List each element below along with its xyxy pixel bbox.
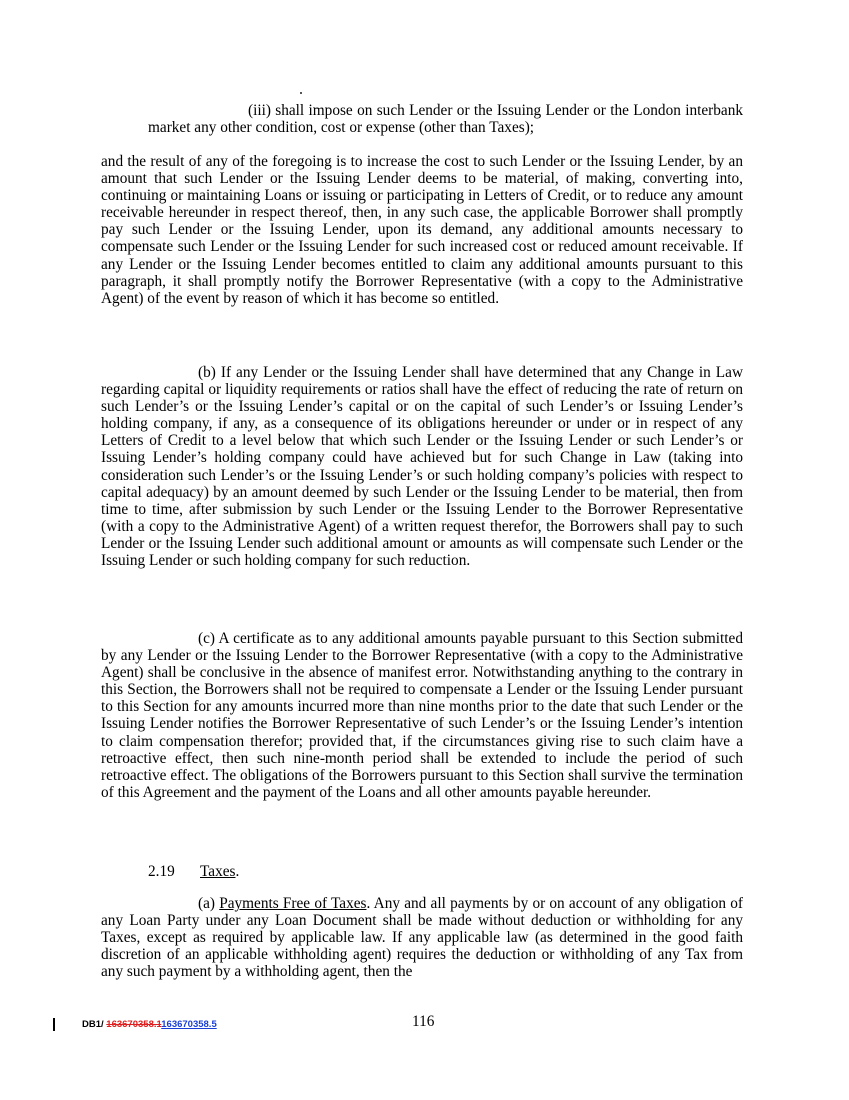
- paragraph-result: and the result of any of the foregoing is to increase the cost to such Lender or the Issuing Lender, by an amount that such Lender or the Issuing Lender deems to be material, of making, converting into, continuing or maintaining Loans or issuing or participating in Letters of Credit, or to reduce any amount receivable hereunder in respect thereof, then, in any such case, the applicable Borrower shall promptly pay such Lender or the Issuing Lender, upon its demand, any additional amounts necessary to compensate such Lender or the Issuing Lender for such increased cost or reduced amount receivable. If any Lender or the Issuing Lender becomes entitled to claim any additional amounts pursuant to this paragraph, it shall promptly notify the Borrower Representative (with a copy to the Administrative Agent) of the event by reason of which it has become so entitled.: [101, 153, 743, 307]
- change-bar: [53, 1018, 55, 1031]
- paragraph-a-label: (a): [198, 895, 220, 912]
- paragraph-a-text: . Any and all payments by or on account of any obligation of any Loan Party under any Loan Document shall be made without deduction or withholding for any Taxes, except as required by applicable law. If any applicable law (as determined in the good faith discretion of an applicable withholding agent) requires the deduction or withholding of any Tax from any such payment by a withholding agent, then the: [101, 895, 743, 981]
- paragraph-b: (b) If any Lender or the Issuing Lender shall have determined that any Change in Law regarding capital or liquidity requirements or ratios shall have the effect of reducing the rate of return on such Lender’s or the Issuing Lender’s capital or on the capital of such Lender’s or Issuing Lender’s holding company, if any, as a consequence of its obligations hereunder or under or in respect of any Letters of Credit to a level below that which such Lender or the Issuing Lender or such Lender’s or Issuing Lender’s holding company could have achieved but for such Change in Law (taking into consideration such Lender’s or the Issuing Lender’s or such holding company’s policies with respect to capital adequacy) by an amount deemed by such Lender or the Issuing Lender to be material, then from time to time, after submission by such Lender or the Issuing Lender to the Borrower Representative (with a copy to the Administrative Agent) of a written request therefor, the Borrowers shall pay to such Lender or the Issuing Lender such additional amount or amounts as will compensate such Lender or the Issuing Lender or such holding company for such reduction.: [101, 364, 743, 570]
- section-title-period: .: [235, 863, 240, 880]
- deleted-document-id: 163670358.1: [106, 1019, 162, 1030]
- document-id-prefix: DB1/: [82, 1019, 107, 1030]
- paragraph-c: (c) A certificate as to any additional amounts payable pursuant to this Section submitted by any Lender or the Issuing Lender to the Borrower Representative (with a copy to the Administrative Agent) shall be conclusive in the absence of manifest error. Notwithstanding anything to the contrary in this Section, the Borrowers shall not be required to compensate a Lender or the Issuing Lender pursuant to this Section for any amounts incurred more than nine months prior to the date that such Lender or the Issuing Lender notifies the Borrower Representative of such Lender’s or the Issuing Lender’s intention to claim compensation therefor; provided that, if the circumstances giving rise to such claim have a retroactive effect, then such nine-month period shall be extended to include the period of such retroactive effect. The obligations of the Borrowers pursuant to this Section shall survive the termination of this Agreement and the payment of the Loans and all other amounts payable hereunder.: [101, 630, 743, 801]
- page-number: 116: [412, 1013, 435, 1030]
- section-title: Taxes: [200, 863, 236, 880]
- paragraph-a-title: Payments Free of Taxes: [219, 895, 367, 912]
- document-id: [82, 1019, 217, 1030]
- stray-mark: [300, 92, 302, 94]
- section-heading: [148, 863, 239, 880]
- section-number: 2.19: [148, 863, 175, 880]
- inserted-document-id: 163670358.5: [161, 1019, 217, 1030]
- paragraph-a: [101, 895, 743, 980]
- paragraph-iii: (iii) shall impose on such Lender or the Issuing Lender or the London interbank market any other condition, cost or expense (other than Taxes);: [148, 102, 743, 137]
